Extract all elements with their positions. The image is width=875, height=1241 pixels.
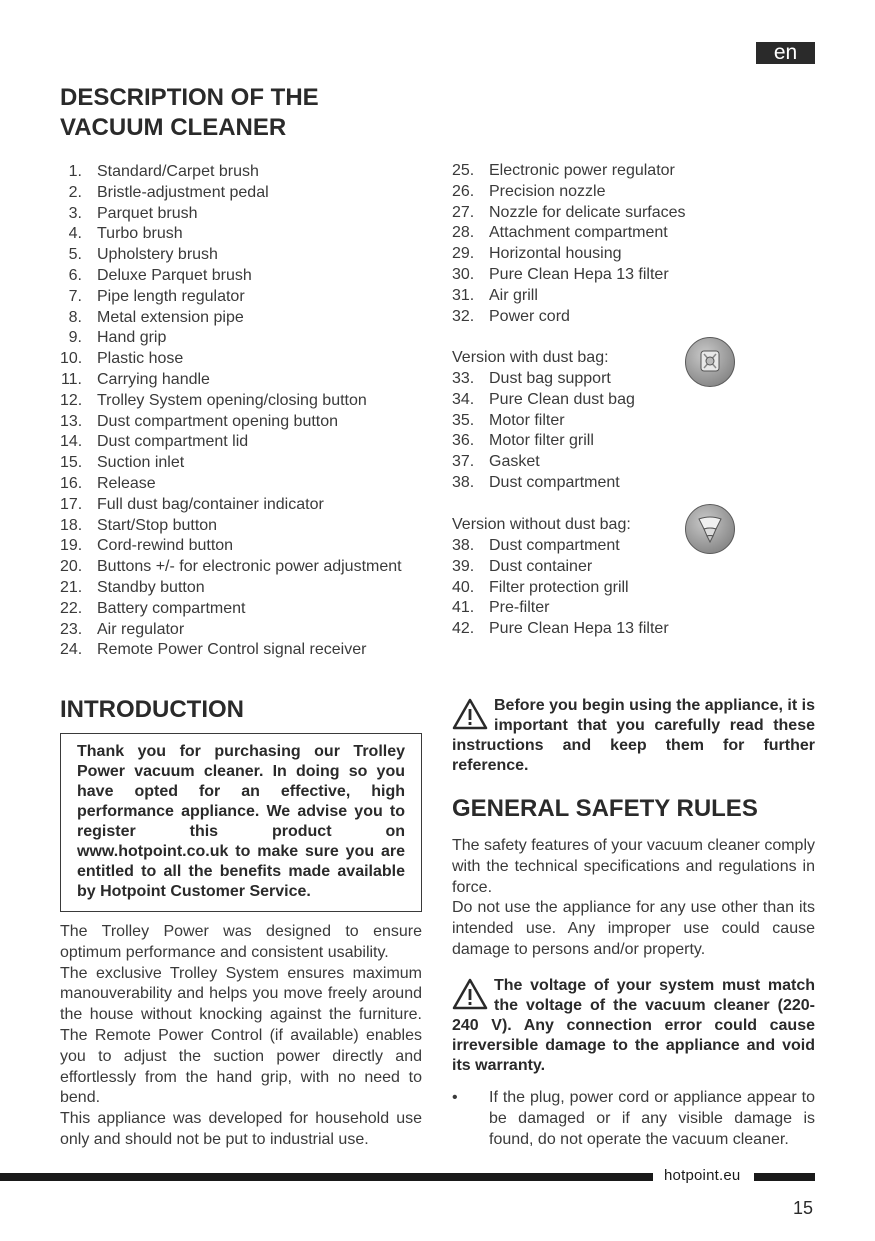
safety-body	[452, 836, 815, 961]
item-label: Upholstery brush	[97, 246, 218, 264]
list-item	[452, 182, 752, 203]
item-number: 15.	[60, 454, 83, 472]
list-item	[452, 557, 752, 578]
item-number: 31.	[452, 286, 475, 304]
item-number: 34.	[452, 390, 475, 408]
item-number: 8.	[68, 308, 82, 326]
item-label: Pre-filter	[489, 599, 550, 617]
warning-read-instructions	[452, 696, 815, 776]
item-label: Pure Clean Hepa 13 filter	[489, 620, 669, 638]
warning-voltage-text: The voltage of your system must match the voltage of the vacuum cleaner (220-240 V). Any connection error could cause irreversible damage to the appliance and void its warranty.	[452, 977, 815, 1074]
item-label: Dust compartment opening button	[97, 412, 339, 430]
list-item	[60, 516, 430, 537]
item-number: 2.	[68, 183, 82, 201]
item-number: 9.	[68, 329, 82, 347]
item-number: 7.	[68, 287, 82, 305]
list-item	[452, 619, 752, 640]
item-label: Filter protection grill	[489, 578, 629, 596]
footer-rule-left	[0, 1173, 653, 1181]
item-label: Attachment compartment	[489, 224, 668, 242]
item-number: 12.	[60, 391, 83, 409]
list-item	[452, 431, 752, 452]
introduction-paragraph-3: This appliance was developed for household use only and should not be put to industrial use.	[60, 1110, 422, 1148]
item-label: Motor filter grill	[489, 432, 594, 450]
item-label: Precision nozzle	[489, 182, 606, 200]
cyclone-icon	[685, 504, 735, 554]
item-number: 24.	[60, 641, 83, 659]
item-number: 19.	[60, 537, 83, 555]
item-label: Dust compartment lid	[97, 433, 249, 451]
list-item	[452, 161, 752, 182]
list-item	[60, 620, 430, 641]
item-number: 29.	[452, 245, 475, 263]
item-label: Battery compartment	[97, 599, 246, 617]
list-item	[60, 245, 430, 266]
item-label: Pipe length regulator	[97, 287, 245, 305]
item-label: Start/Stop button	[97, 516, 218, 534]
item-label: Horizontal housing	[489, 245, 622, 263]
item-label: Carrying handle	[97, 370, 210, 388]
introduction-highlight-text: Thank you for purchasing our Trolley Power vacuum cleaner. In doing so you have opted for an effective, high performance appliance. We advise you to register this product on www.hotpoint.co.uk to make sure you are entitled to all the benefits made available by Hotpoint Customer Service.	[77, 743, 405, 900]
item-number: 42.	[452, 620, 475, 638]
item-label: Gasket	[489, 453, 540, 471]
item-label: Metal extension pipe	[97, 308, 244, 326]
list-item	[60, 536, 430, 557]
item-number: 4.	[68, 225, 82, 243]
item-number: 20.	[60, 558, 83, 576]
item-label: Release	[97, 474, 156, 492]
item-label: Plastic hose	[97, 350, 184, 368]
item-number: 6.	[68, 266, 82, 284]
item-label: Pure Clean dust bag	[489, 390, 635, 408]
item-number: 30.	[452, 265, 475, 283]
item-label: Cord-rewind button	[97, 537, 234, 555]
item-number: 39.	[452, 557, 475, 575]
item-number: 40.	[452, 578, 475, 596]
item-number: 37.	[452, 453, 475, 471]
item-number: 33.	[452, 370, 475, 387]
introduction-paragraph-2: The exclusive Trolley System ensures maximum manouverability and helps you move freely around the house without knocking against the furniture. The Remote Power Control (if available) enables you to adjust the suction power directly and effortlessly from the hand grip, with no need to bend.	[60, 964, 422, 1107]
item-label: Pure Clean Hepa 13 filter	[489, 265, 669, 283]
list-item	[60, 474, 430, 495]
item-number: 3.	[68, 204, 82, 222]
list-item	[452, 265, 752, 286]
item-number: 23.	[60, 620, 83, 638]
introduction-title: INTRODUCTION	[60, 696, 244, 723]
item-number: 18.	[60, 516, 83, 534]
list-item	[60, 162, 430, 183]
warning-voltage	[452, 976, 815, 1076]
introduction-highlight-box	[60, 733, 422, 912]
item-label: Standard/Carpet brush	[97, 163, 259, 180]
safety-title: GENERAL SAFETY RULES	[452, 795, 758, 822]
item-label: Deluxe Parquet brush	[97, 266, 252, 284]
list-item	[452, 598, 752, 619]
list-item	[452, 203, 752, 224]
bullet-marker: •	[452, 1089, 458, 1106]
item-number: 21.	[60, 578, 83, 596]
safety-paragraph-1: The safety features of your vacuum cleaner comply with the technical specifications and regulations in force.	[452, 837, 815, 896]
item-number: 5.	[68, 246, 82, 264]
list-item	[452, 473, 752, 494]
item-label: Standby button	[97, 578, 205, 596]
list-item	[60, 640, 430, 661]
list-item	[60, 432, 430, 453]
item-label: Air regulator	[97, 620, 185, 638]
list-item	[60, 391, 430, 412]
item-number: 27.	[452, 203, 475, 221]
safety-paragraph-2: Do not use the appliance for any use other than its intended use. Any improper use could cause damage to persons and/or property.	[452, 899, 815, 958]
description-title	[60, 83, 319, 143]
description-title-line1: DESCRIPTION OF THE	[60, 84, 319, 111]
item-label: Suction inlet	[97, 454, 185, 472]
list-item	[60, 599, 430, 620]
item-label: Motor filter	[489, 411, 565, 429]
language-badge: en	[756, 42, 815, 64]
version-with-bag-label: Version with dust bag:	[452, 349, 609, 366]
list-item	[60, 308, 430, 329]
list-item	[60, 204, 430, 225]
item-number: 22.	[60, 599, 83, 617]
list-item	[60, 328, 430, 349]
item-number: 36.	[452, 432, 475, 450]
item-label: Bristle-adjustment pedal	[97, 183, 269, 201]
list-item	[60, 370, 430, 391]
item-number: 35.	[452, 411, 475, 429]
list-item	[60, 495, 430, 516]
list-item	[60, 287, 430, 308]
item-number: 14.	[60, 433, 83, 451]
list-item	[60, 557, 430, 578]
list-item	[452, 411, 752, 432]
list-item	[452, 286, 752, 307]
item-number: 1.	[68, 163, 82, 180]
item-label: Trolley System opening/closing button	[97, 391, 367, 409]
list-item	[60, 453, 430, 474]
item-number: 16.	[60, 474, 83, 492]
list-item	[452, 307, 752, 328]
item-label: Parquet brush	[97, 204, 198, 222]
footer-brand: hotpoint.eu	[664, 1167, 741, 1184]
introduction-paragraph-1: The Trolley Power was designed to ensure optimum performance and consistent usability.	[60, 923, 422, 961]
list-item	[60, 412, 430, 433]
item-number: 32.	[452, 307, 475, 325]
version-without-bag-label: Version without dust bag:	[452, 516, 631, 533]
item-label: Turbo brush	[97, 225, 183, 243]
list-item	[60, 578, 430, 599]
introduction-body	[60, 922, 422, 1151]
item-label: Buttons +/- for electronic power adjustment	[97, 558, 402, 576]
item-label: Power cord	[489, 307, 570, 325]
item-number: 38.	[452, 473, 475, 491]
item-number: 17.	[60, 495, 83, 513]
parts-list-left	[60, 162, 430, 661]
footer-rule-right	[754, 1173, 815, 1181]
item-number: 25.	[452, 162, 475, 179]
item-number: 28.	[452, 224, 475, 242]
list-item	[60, 349, 430, 370]
list-item	[452, 244, 752, 265]
list-item	[452, 452, 752, 473]
item-number: 26.	[452, 182, 475, 200]
item-number: 10.	[60, 350, 83, 368]
item-label: Full dust bag/container indicator	[97, 495, 324, 513]
item-label: Nozzle for delicate surfaces	[489, 203, 686, 221]
description-title-line2: VACUUM CLEANER	[60, 114, 287, 141]
safety-bullet-1: If the plug, power cord or appliance appear to be damaged or if any visible damage is found, do not operate the vacuum cleaner.	[489, 1089, 815, 1148]
item-label: Dust bag support	[489, 370, 611, 387]
item-number: 11.	[60, 370, 82, 388]
list-item	[452, 578, 752, 599]
item-number: 41.	[452, 599, 475, 617]
list-item	[452, 223, 752, 244]
item-label: Remote Power Control signal receiver	[97, 641, 367, 659]
item-label: Air grill	[489, 286, 538, 304]
list-item	[60, 183, 430, 204]
dust-bag-icon	[685, 337, 735, 387]
parts-list-right	[452, 161, 752, 327]
list-item	[452, 390, 752, 411]
item-label: Dust container	[489, 557, 593, 575]
item-label: Dust compartment	[489, 537, 620, 554]
item-label: Dust compartment	[489, 473, 620, 491]
item-label: Electronic power regulator	[489, 162, 675, 179]
item-number: 38.	[452, 537, 475, 554]
page-number: 15	[793, 1198, 814, 1218]
list-item	[60, 266, 430, 287]
item-label: Hand grip	[97, 329, 167, 347]
item-number: 13.	[60, 412, 83, 430]
list-item	[60, 224, 430, 245]
warning-read-instructions-text: Before you begin using the appliance, it is important that you carefully read these instructions and keep them for further reference.	[452, 697, 815, 774]
